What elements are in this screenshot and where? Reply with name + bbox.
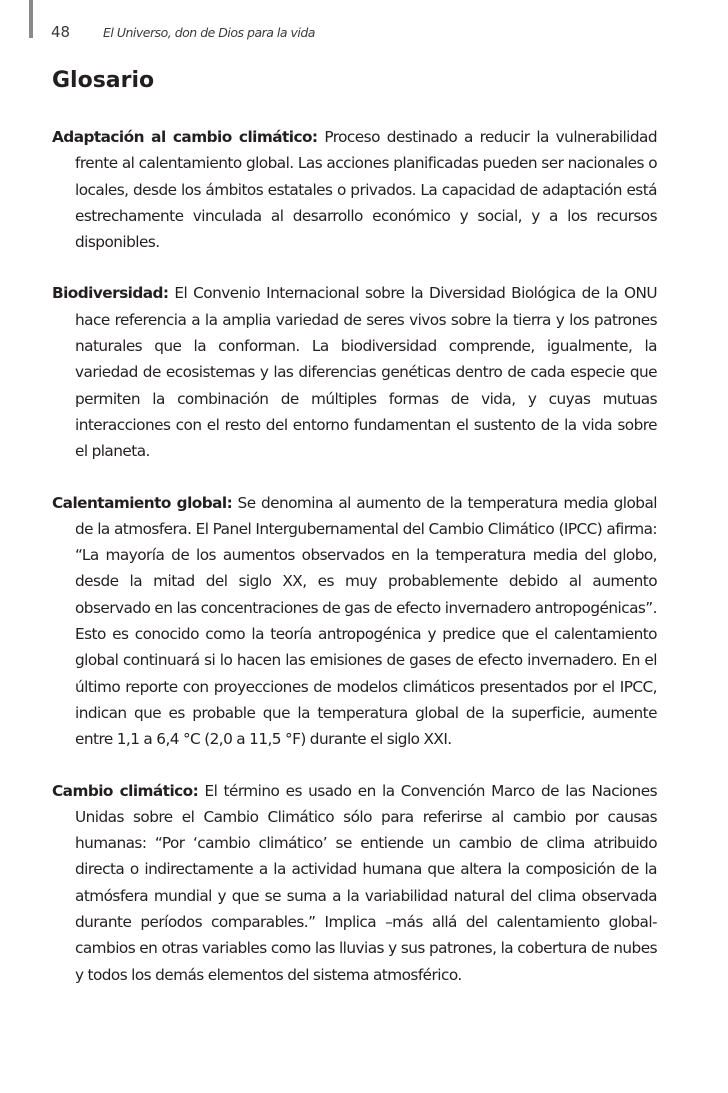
glossary-term: Adaptación al cambio climático: — [52, 128, 318, 146]
glossary-entry-biodiversidad — [52, 280, 657, 464]
page-title: Glosario — [52, 68, 155, 93]
glossary-definition: El término es usado en la Convención Marco de las Naciones Unidas sobre el Cambio Climático sólo para referirse al cambio por causas humanas: “Por ‘cambio climático’ se entiende un cambio de clima atribuido directa o indirectamente a la actividad humana que altera la composición de la atmósfera mundial y que se suma a la variabilidad natural del clima observada durante períodos comparables.” Implica –más allá del calentamiento global- cambios en otras variables como las lluvias y sus patrones, la cobertura de nubes y todos los demás elementos del sistema atmosférico. — [75, 781, 657, 984]
glossary-term: Cambio climático: — [52, 781, 199, 800]
running-header — [51, 23, 315, 45]
glossary-entry-calentamiento-global — [52, 490, 657, 753]
glossary — [52, 124, 657, 1013]
glossary-definition: El Convenio Internacional sobre la Diversidad Biológica de la ONU hace referencia a la amplia variedad de seres vivos sobre la tierra y los patrones naturales que la conforman. La biodiversidad comprende, igualmente, la variedad de ecosistemas y las diferencias genéticas dentro de cada especie que permiten la combinación de múltiples formas de vida, y cuyas mutuas interacciones con el resto del entorno fundamentan el sustento de la vida sobre el planeta. — [75, 284, 657, 461]
glossary-term: Biodiversidad: — [52, 284, 169, 303]
page-number: 48 — [51, 23, 71, 41]
glossary-term: Calentamiento global: — [52, 493, 233, 512]
running-title: El Universo, don de Dios para la vida — [103, 25, 315, 40]
glossary-definition: Proceso destinado a reducir la vulnerabilidad frente al calentamiento global. Las acciones planificadas pueden ser nacionales o locales, desde los ámbitos estatales o privados. La capacidad de adaptación está estrechamente vinculada al desarrollo económico y social, y a los recursos disponibles. — [75, 128, 657, 252]
glossary-definition: Se denomina al aumento de la temperatura media global de la atmosfera. El Panel Intergubernamental del Cambio Climático (IPCC) afirma: “La mayoría de los aumentos observados en la temperatura media del globo, desde la mitad del siglo XX, es muy probablemente debido al aumento observado en las concentraciones de gas de efecto invernadero antropogénicas”. Esto es conocido como la teoría antropogénica y predice que el calentamiento global continuará si lo hacen las emisiones de gases de efecto invernadero. En el último reporte con proyecciones de modelos climáticos presentados por el IPCC, indican que es probable que la temperatura global de la superficie, aumente entre 1,1 a 6,4 °C (2,0 a 11,5 °F) durante el siglo XXI. — [75, 493, 657, 749]
glossary-entry-cambio-climatico — [52, 778, 657, 988]
glossary-entry-adaptacion — [52, 124, 657, 255]
margin-bar — [29, 0, 33, 38]
